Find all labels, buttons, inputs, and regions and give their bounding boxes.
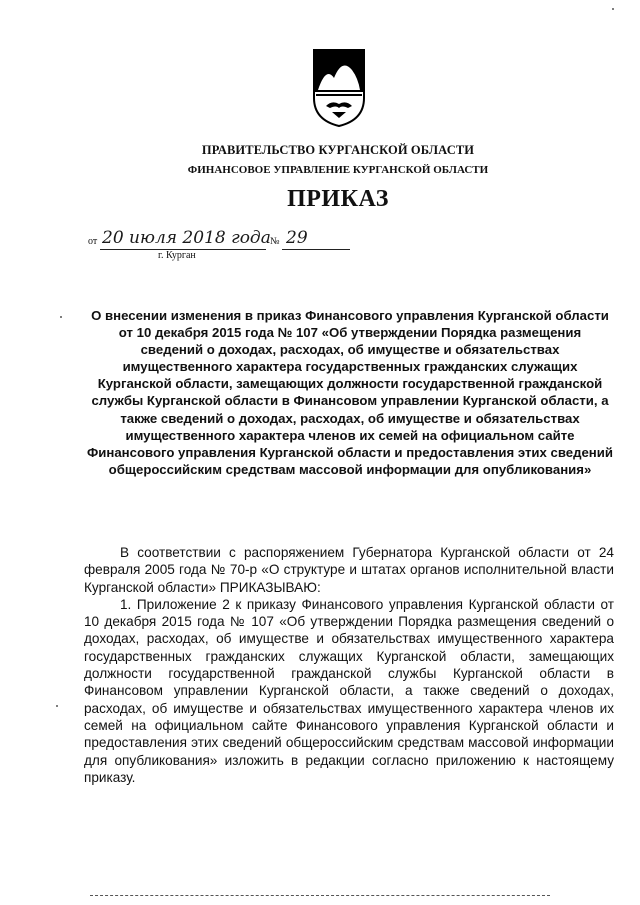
page-edge-line <box>90 895 550 896</box>
body-paragraph: В соответствии с распоряжением Губернатора Курганской области от 24 февраля 2005 года № 70-р «О структуре и штатах органов исполнительной власти Курганской области» ПРИКАЗЫВАЮ: <box>84 545 614 595</box>
handwritten-number: 29 <box>286 228 308 248</box>
order-date-number-row <box>88 228 368 252</box>
number-label: № <box>270 236 280 247</box>
city-label: г. Курган <box>158 250 196 261</box>
handwritten-date: 20 июля 2018 года <box>102 228 271 248</box>
from-label: от <box>88 236 98 247</box>
department-name: ФИНАНСОВОЕ УПРАВЛЕНИЕ КУРГАНСКОЙ ОБЛАСТИ <box>187 164 489 176</box>
body-paragraph: 1. Приложение 2 к приказу Финансового управления Курганской области от 10 декабря 2015 года № 107 «Об утверждении Порядка размещения сведений о доходах, расходах, об имуществе и обязательствах имущественного характера государственных гражданских служащих Курганской области, замещающих должности государственной гражданской службы Курганской области в Финансовом управлении Курганской области, а также сведений о доходах, расходах, об имуществе и обязательствах имущественного характера членов их семей на официальном сайте Финансового управления Курганской области и предоставления этих сведений общероссийским средствам массовой информации для опубликования» изложить в редакции согласно приложению к настоящему приказу. <box>84 596 614 785</box>
government-name: ПРАВИТЕЛЬСТВО КУРГАНСКОЙ ОБЛАСТИ <box>201 143 475 157</box>
number-underline <box>282 249 350 250</box>
order-subject: О внесении изменения в приказ Финансового управления Курганской области от 10 декабря 2015 года № 107 «Об утверждении Порядка размещения сведений о доходах, расходах, об имуществе и обязательствах имущественного характера государственных гражданских служащих Курганской области, замещающих должности государственной гражданской службы Курганской области в Финансовом управлении Курганской области, а также сведений о доходах, расходах, об имуществе и обязательствах имущественного характера членов их семей на официальном сайте Финансового управления Курганской области и предоставления этих сведений общероссийским средствам массовой информации для опубликования» <box>87 308 613 477</box>
scan-speck <box>60 316 62 318</box>
scan-speck <box>56 705 58 707</box>
order-body <box>84 544 614 786</box>
document-title: ПРИКАЗ <box>287 186 389 212</box>
coat-of-arms-icon <box>312 48 366 128</box>
scan-speck <box>612 8 614 10</box>
